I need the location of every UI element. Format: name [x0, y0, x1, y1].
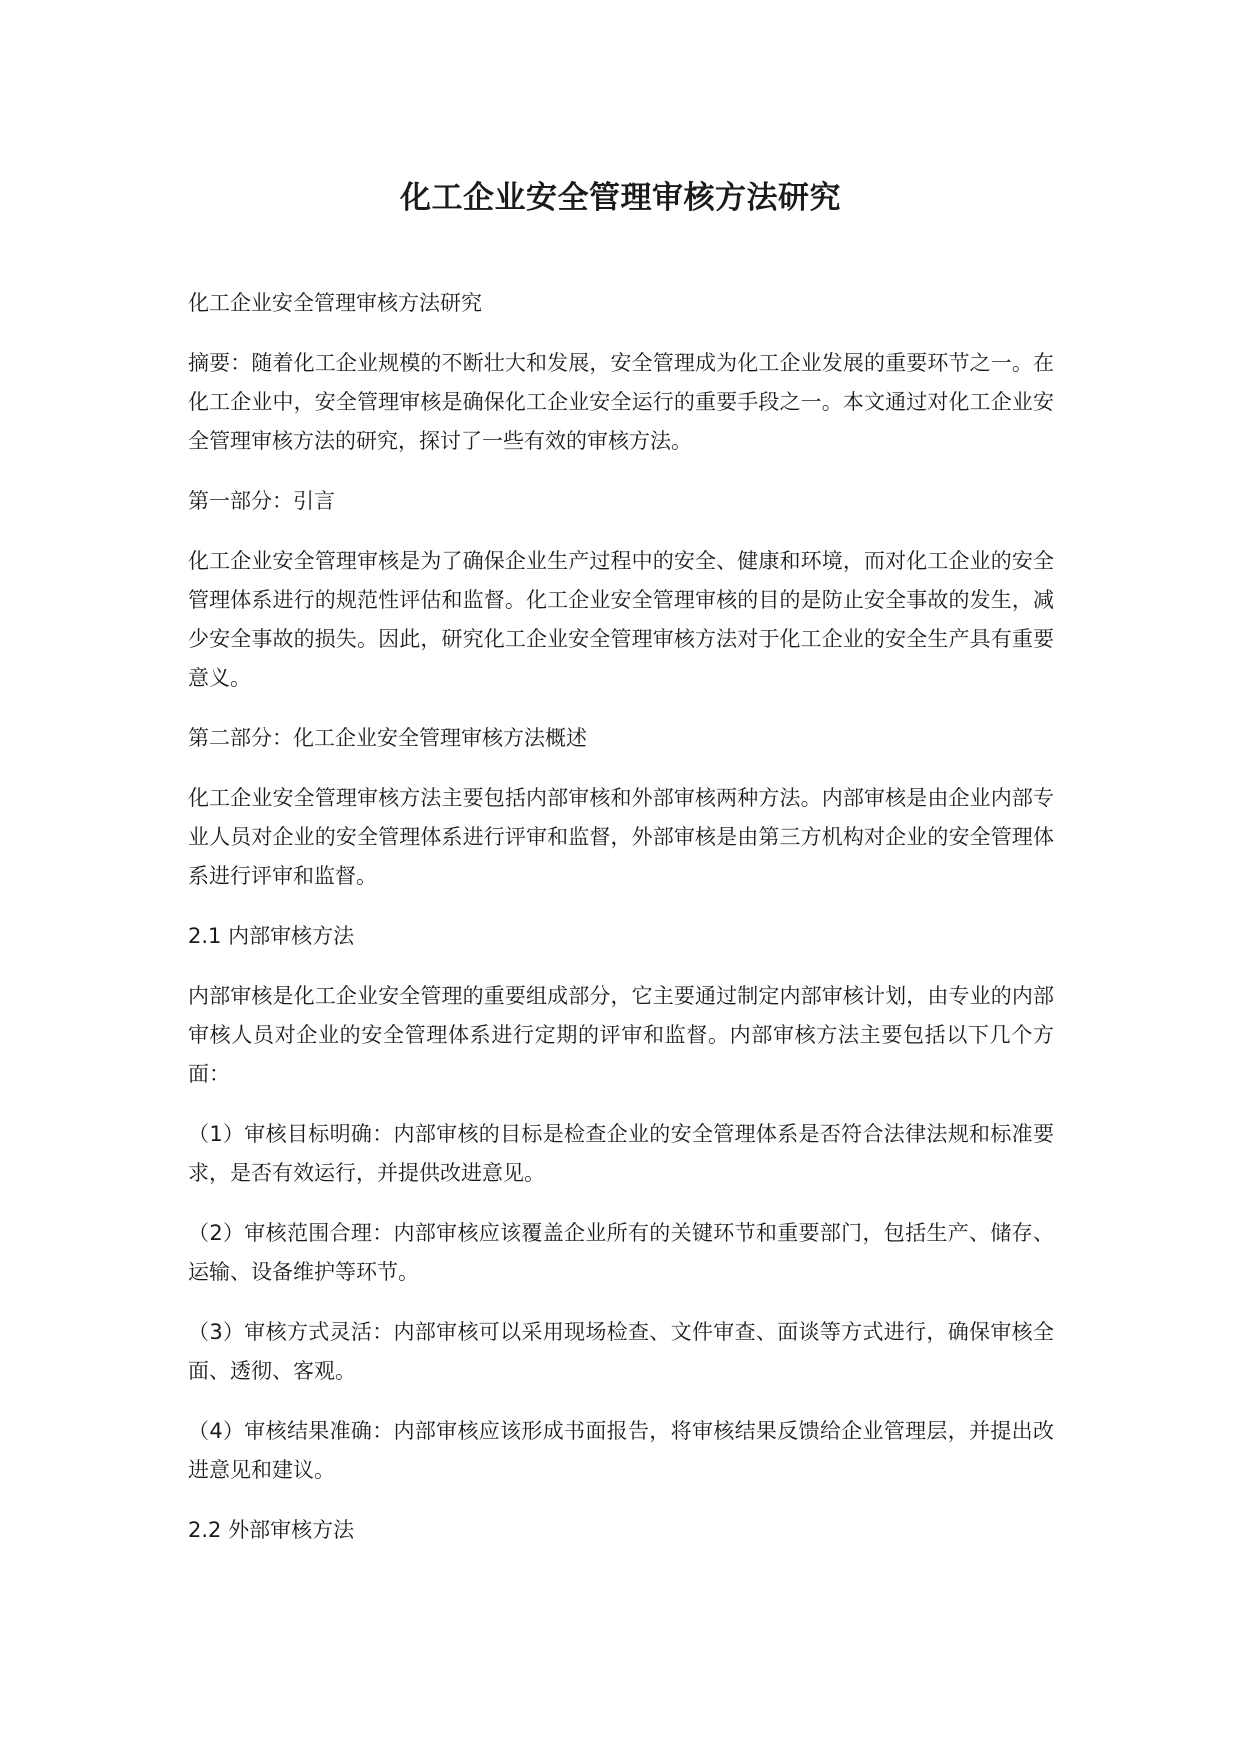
body-paragraph: 内部审核是化工企业安全管理的重要组成部分，它主要通过制定内部审核计划，由专业的内部审核人员对企业的安全管理体系进行定期的评审和监督。内部审核方法主要包括以下几个方面： — [188, 984, 1054, 1086]
document-body — [188, 284, 1054, 1571]
subsection-heading: 2.2 外部审核方法 — [188, 1518, 355, 1542]
list-item: （3）审核方式灵活：内部审核可以采用现场检查、文件审查、面谈等方式进行，确保审核全面、透彻、客观。 — [188, 1320, 1054, 1383]
body-paragraph: 化工企业安全管理审核方法主要包括内部审核和外部审核两种方法。内部审核是由企业内部专业人员对企业的安全管理体系进行评审和监督，外部审核是由第三方机构对企业的安全管理体系进行评审和监督。 — [188, 786, 1054, 888]
body-paragraph: 化工企业安全管理审核是为了确保企业生产过程中的安全、健康和环境，而对化工企业的安全管理体系进行的规范性评估和监督。化工企业安全管理审核的目的是防止安全事故的发生，减少安全事故的损失。因此，研究化工企业安全管理审核方法对于化工企业的安全生产具有重要意义。 — [188, 549, 1054, 690]
section-heading: 第一部分：引言 — [188, 489, 335, 513]
list-item: （4）审核结果准确：内部审核应该形成书面报告，将审核结果反馈给企业管理层，并提出改进意见和建议。 — [188, 1419, 1054, 1482]
list-item: （2）审核范围合理：内部审核应该覆盖企业所有的关键环节和重要部门，包括生产、储存、运输、设备维护等环节。 — [188, 1221, 1054, 1284]
subsection-heading: 2.1 内部审核方法 — [188, 924, 355, 948]
abstract-paragraph: 摘要：随着化工企业规模的不断壮大和发展，安全管理成为化工企业发展的重要环节之一。在化工企业中，安全管理审核是确保化工企业安全运行的重要手段之一。本文通过对化工企业安全管理审核方法的研究，探讨了一些有效的审核方法。 — [188, 351, 1054, 453]
document-title: 化工企业安全管理审核方法研究 — [400, 180, 841, 216]
subtitle-paragraph: 化工企业安全管理审核方法研究 — [188, 291, 482, 315]
list-item: （1）审核目标明确：内部审核的目标是检查企业的安全管理体系是否符合法律法规和标准要求，是否有效运行，并提供改进意见。 — [188, 1122, 1054, 1185]
section-heading: 第二部分：化工企业安全管理审核方法概述 — [188, 726, 587, 750]
